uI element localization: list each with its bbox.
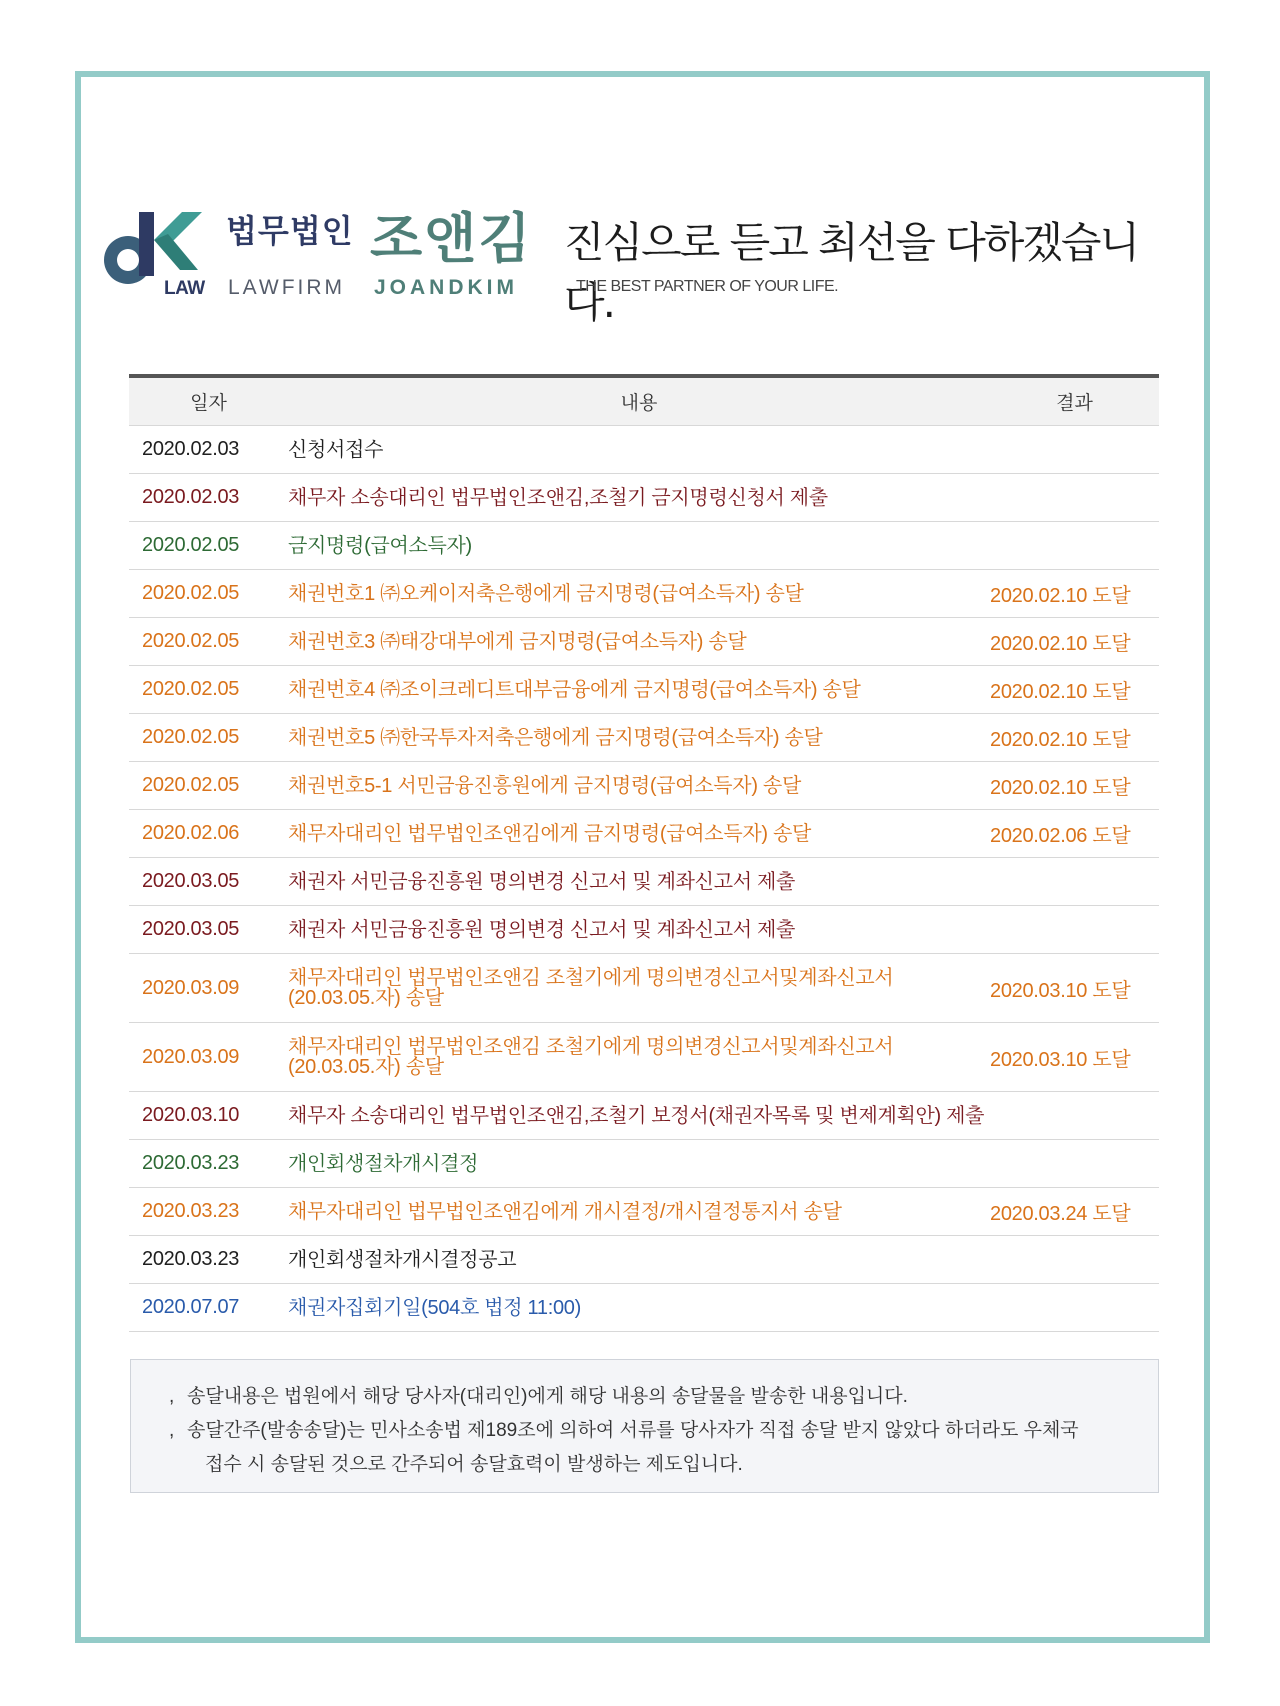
- row-content: [288, 618, 990, 666]
- row-content-line: 채권자집회기일(504호 법정 11:00): [288, 1296, 581, 1319]
- table-row: [129, 762, 1159, 810]
- row-result: 2020.03.10 도달: [990, 954, 1159, 1023]
- row-result: 2020.02.10 도달: [990, 618, 1159, 666]
- tagline: THE BEST PARTNER OF YOUR LIFE.: [576, 278, 839, 295]
- table-row: [129, 522, 1159, 570]
- row-result: [990, 1236, 1159, 1284]
- row-result: [990, 474, 1159, 522]
- row-content: [288, 810, 990, 858]
- row-date: 2020.02.05: [129, 618, 288, 666]
- table-row: [129, 666, 1159, 714]
- row-content-line: 채무자대리인 법무법인조앤김 조철기에게 명의변경신고서및계좌신고서: [288, 1036, 894, 1058]
- row-content: [288, 666, 990, 714]
- table-row: [129, 618, 1159, 666]
- notice-box: [130, 1359, 1159, 1493]
- row-date: 2020.03.09: [129, 1023, 288, 1092]
- row-date: 2020.03.05: [129, 858, 288, 906]
- firm-name-en: JOANDKIM: [374, 276, 519, 299]
- firm-header: [102, 200, 1162, 327]
- row-date: 2020.03.23: [129, 1140, 288, 1188]
- row-content: [288, 1284, 990, 1332]
- bullet-mark: ,: [169, 1386, 175, 1407]
- table-row: [129, 1188, 1159, 1236]
- table-row: [129, 714, 1159, 762]
- row-content: [288, 906, 990, 954]
- table-row: [129, 1140, 1159, 1188]
- table-row: [129, 1284, 1159, 1332]
- firm-type-en: LAWFIRM: [228, 276, 346, 299]
- row-result: [990, 1284, 1159, 1332]
- row-date: 2020.02.05: [129, 522, 288, 570]
- notice-item: [169, 1380, 1158, 1414]
- row-result: 2020.03.10 도달: [990, 1023, 1159, 1092]
- row-date: 2020.03.23: [129, 1188, 288, 1236]
- row-date: 2020.03.23: [129, 1236, 288, 1284]
- row-content-line: 채권번호4 ㈜조이크레디트대부금융에게 금지명령(급여소득자) 송달: [288, 678, 861, 701]
- notice-item: [169, 1414, 1158, 1448]
- notice-text-2: 송달간주(발송송달)는 민사소송법 제189조에 의하여 서류를 당사자가 직접 송달 받지 않았다 하더라도 우체국: [187, 1420, 1079, 1441]
- row-date: 2020.03.09: [129, 954, 288, 1023]
- row-date: 2020.03.05: [129, 906, 288, 954]
- row-content-line: 채무자 소송대리인 법무법인조앤김,조철기 금지명령신청서 제출: [288, 486, 828, 509]
- row-content-line: 개인회생절차개시결정: [288, 1152, 479, 1175]
- row-content: [288, 1092, 990, 1140]
- notice-text-3: 접수 시 송달된 것으로 간주되어 송달효력이 발생하는 제도입니다.: [205, 1454, 743, 1475]
- row-content-line: (20.03.05.자) 송달: [288, 1056, 444, 1078]
- row-content: [288, 1188, 990, 1236]
- row-content-line: 채무자 소송대리인 법무법인조앤김,조철기 보정서(채권자목록 및 변제계획안) 제출: [288, 1104, 985, 1127]
- table-row: [129, 1023, 1159, 1092]
- row-content-line: (20.03.05.자) 송달: [288, 987, 444, 1009]
- row-result: 2020.03.24 도달: [990, 1188, 1159, 1236]
- case-progress-table: [129, 374, 1159, 1332]
- header-result: 결과: [990, 376, 1159, 426]
- row-content: [288, 570, 990, 618]
- bullet-mark: ,: [169, 1420, 175, 1441]
- row-content: [288, 426, 990, 474]
- notice-text-1: 송달내용은 법원에서 해당 당사자(대리인)에게 해당 내용의 송달물을 발송한 내용입니다.: [187, 1386, 908, 1407]
- row-date: 2020.03.10: [129, 1092, 288, 1140]
- row-date: 2020.02.03: [129, 426, 288, 474]
- table-row: [129, 474, 1159, 522]
- table-row: [129, 1236, 1159, 1284]
- row-result: [990, 858, 1159, 906]
- table-header-row: [129, 376, 1159, 426]
- row-content: [288, 474, 990, 522]
- header-content: 내용: [288, 376, 990, 426]
- logo-law-text: LAW: [164, 278, 205, 299]
- row-content-line: 채권자 서민금융진흥원 명의변경 신고서 및 계좌신고서 제출: [288, 918, 796, 941]
- row-result: 2020.02.10 도달: [990, 762, 1159, 810]
- row-content-line: 채무자대리인 법무법인조앤김 조철기에게 명의변경신고서및계좌신고서: [288, 967, 894, 989]
- row-content: [288, 1023, 990, 1092]
- row-content: [288, 1140, 990, 1188]
- table-row: [129, 1092, 1159, 1140]
- row-content-line: 채무자대리인 법무법인조앤김에게 금지명령(급여소득자) 송달: [288, 822, 812, 845]
- row-date: 2020.02.05: [129, 570, 288, 618]
- row-content-line: 채권자 서민금융진흥원 명의변경 신고서 및 계좌신고서 제출: [288, 870, 796, 893]
- row-result: 2020.02.06 도달: [990, 810, 1159, 858]
- row-result: [990, 522, 1159, 570]
- row-result: [990, 426, 1159, 474]
- row-content: [288, 714, 990, 762]
- row-content-line: 채권번호5-1 서민금융진흥원에게 금지명령(급여소득자) 송달: [288, 774, 801, 797]
- row-result: 2020.02.10 도달: [990, 570, 1159, 618]
- row-result: [990, 1092, 1159, 1140]
- header-date: 일자: [129, 376, 288, 426]
- table-row: [129, 954, 1159, 1023]
- firm-type-ko: 법무법인: [226, 212, 354, 250]
- row-content-line: 신청서접수: [288, 438, 384, 461]
- row-content: [288, 1236, 990, 1284]
- table-row: [129, 426, 1159, 474]
- row-result: [990, 906, 1159, 954]
- row-content-line: 개인회생절차개시결정공고: [288, 1248, 517, 1271]
- row-result: 2020.02.10 도달: [990, 666, 1159, 714]
- row-content-line: 채권번호1 ㈜오케이저축은행에게 금지명령(급여소득자) 송달: [288, 582, 804, 605]
- table-row: [129, 858, 1159, 906]
- row-content: [288, 762, 990, 810]
- firm-name-ko: 조앤김: [370, 207, 533, 270]
- row-date: 2020.07.07: [129, 1284, 288, 1332]
- row-content: [288, 954, 990, 1023]
- row-content-line: 채권번호3 ㈜태강대부에게 금지명령(급여소득자) 송달: [288, 630, 747, 653]
- table-row: [129, 906, 1159, 954]
- row-date: 2020.02.03: [129, 474, 288, 522]
- row-result: 2020.02.10 도달: [990, 714, 1159, 762]
- table-row: [129, 810, 1159, 858]
- row-content-line: 채무자대리인 법무법인조앤김에게 개시결정/개시결정통지서 송달: [288, 1200, 842, 1223]
- row-date: 2020.02.05: [129, 714, 288, 762]
- row-content-line: 금지명령(급여소득자): [288, 534, 472, 557]
- row-content-line: 채권번호5 ㈜한국투자저축은행에게 금지명령(급여소득자) 송달: [288, 726, 823, 749]
- row-date: 2020.02.05: [129, 666, 288, 714]
- row-date: 2020.02.05: [129, 762, 288, 810]
- row-date: 2020.02.06: [129, 810, 288, 858]
- row-content: [288, 522, 990, 570]
- row-content: [288, 858, 990, 906]
- row-result: [990, 1140, 1159, 1188]
- table-row: [129, 570, 1159, 618]
- slogan: 진심으로 듣고 최선을 다하겠습니다.: [564, 218, 1139, 327]
